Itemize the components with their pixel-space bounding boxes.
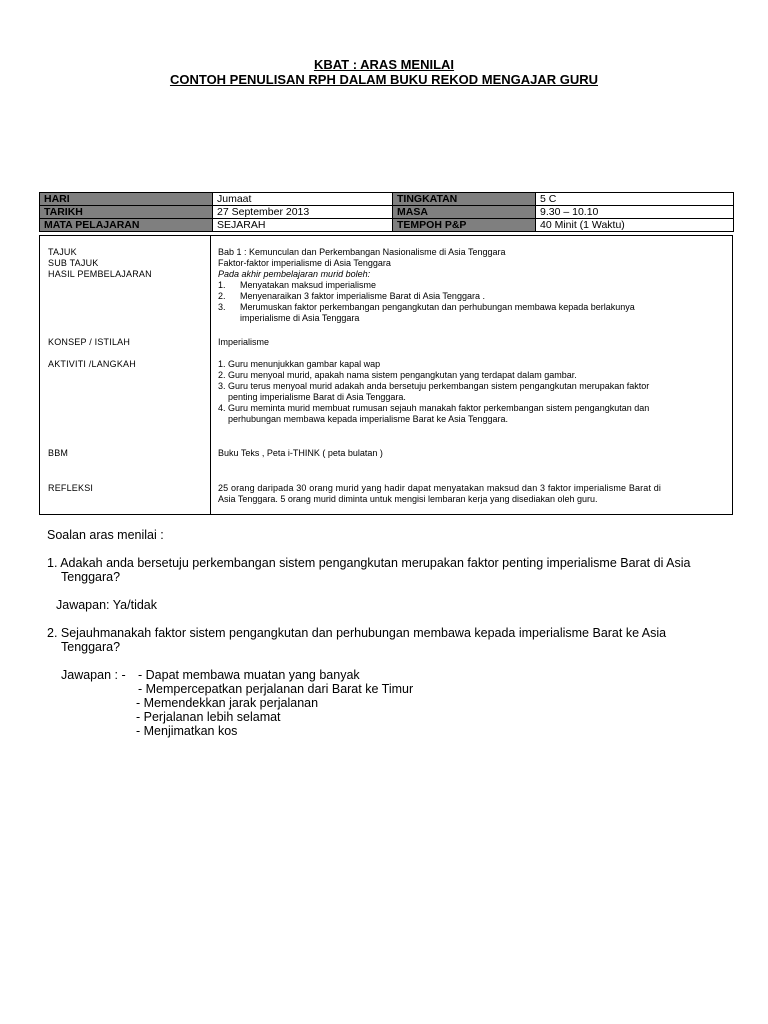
info-label-tingkatan: TINGKATAN (393, 193, 536, 206)
info-label-masa: MASA (393, 206, 536, 219)
answer-2-item: - Dapat membawa muatan yang banyak (138, 668, 360, 682)
hasil-intro: Pada akhir pembelajaran murid boleh: (218, 269, 371, 279)
answer-2-item: - Memendekkan jarak perjalanan (136, 696, 319, 710)
list-item: 1. Guru menunjukkan gambar kapal wap (218, 359, 381, 369)
label-aktiviti: AKTIVITI /LANGKAH (48, 359, 136, 369)
info-label-mata-pelajaran: MATA PELAJARAN (40, 219, 213, 232)
question-1-cont: Tenggara? (61, 570, 121, 584)
list-item-continuation: penting imperialisme Barat di Asia Tenggara. (228, 392, 406, 402)
aktiviti-list (218, 359, 728, 425)
table-row (40, 219, 734, 232)
question-2-cont: Tenggara? (61, 640, 121, 654)
list-item-continuation: perhubungan membawa kepada imperialisme Barat ke Asia Tenggara. (228, 414, 509, 424)
table-row (40, 193, 734, 206)
label-tajuk: TAJUK (48, 247, 77, 257)
lesson-plan-box (39, 235, 733, 515)
info-label-hari: HARI (40, 193, 213, 206)
table-row (40, 206, 734, 219)
refleksi-line-2: Asia Tenggara. 5 orang murid diminta untuk mengisi lembaran kerja yang disediakan oleh guru. (218, 494, 598, 504)
list-item: 1. Menyatakan maksud imperialisme (218, 280, 377, 290)
question-2: 2. Sejauhmanakah faktor sistem pengangkutan dan perhubungan membawa kepada imperialisme Barat ke Asia (47, 626, 667, 640)
list-item: 3. Merumuskan faktor perkembangan pengangkutan dan perhubungan membawa kepada berlakunya imperialisme di Asia Tenggara (218, 302, 635, 323)
document-subtitle: CONTOH PENULISAN RPH DALAM BUKU REKOD MENGAJAR GURU (169, 72, 599, 87)
info-value-tempoh: 40 Minit (1 Waktu) (536, 219, 734, 232)
answer-1: Jawapan: Ya/tidak (56, 598, 157, 612)
label-bbm: BBM (48, 448, 69, 458)
hasil-list (218, 280, 728, 324)
answer-2-item: - Menjimatkan kos (136, 724, 238, 738)
label-sub-tajuk: SUB TAJUK (48, 258, 99, 268)
info-table (39, 192, 734, 232)
document-title: KBAT : ARAS MENILAI (313, 57, 455, 72)
questions-heading: Soalan aras menilai : (47, 528, 164, 542)
sub-tajuk-text: Faktor-faktor imperialisme di Asia Tenggara (218, 258, 391, 268)
answer-2-label: Jawapan : - (61, 668, 126, 682)
column-divider (210, 236, 211, 514)
label-hasil: HASIL PEMBELAJARAN (48, 269, 152, 279)
info-value-tingkatan: 5 C (536, 193, 734, 206)
refleksi-line-1: 25 orang daripada 30 orang murid yang hadir dapat menyatakan maksud dan 3 faktor imperialisme Barat di (218, 483, 662, 493)
answer-2-item: - Perjalanan lebih selamat (136, 710, 281, 724)
info-value-masa: 9.30 – 10.10 (536, 206, 734, 219)
label-refleksi: REFLEKSI (48, 483, 94, 493)
konsep-text: Imperialisme (218, 337, 270, 347)
tajuk-text: Bab 1 : Kemunculan dan Perkembangan Nasionalisme di Asia Tenggara (218, 247, 506, 257)
answer-2-item: - Mempercepatkan perjalanan dari Barat ke Timur (138, 682, 414, 696)
list-item: 4. Guru meminta murid membuat rumusan sejauh manakah faktor perkembangan sistem pengangkutan dan (218, 403, 650, 413)
label-konsep: KONSEP / ISTILAH (48, 337, 131, 347)
list-item: 3. Guru terus menyoal murid adakah anda bersetuju perkembangan sistem pengangkutan merupakan faktor (218, 381, 650, 391)
list-item: 2. Guru menyoal murid, apakah nama sistem pengangkutan yang terdapat dalam gambar. (218, 370, 577, 380)
list-item: 2. Menyenaraikan 3 faktor imperialisme Barat di Asia Tenggara . (218, 291, 485, 301)
bbm-text: Buku Teks , Peta i-THINK ( peta bulatan ) (218, 448, 383, 458)
info-value-tarikh: 27 September 2013 (213, 206, 393, 219)
info-value-hari: Jumaat (213, 193, 393, 206)
question-1: 1. Adakah anda bersetuju perkembangan sistem pengangkutan merupakan faktor penting imperialisme Barat di Asia (47, 556, 691, 570)
info-value-mata-pelajaran: SEJARAH (213, 219, 393, 232)
info-label-tarikh: TARIKH (40, 206, 213, 219)
info-label-tempoh: TEMPOH P&P (393, 219, 536, 232)
